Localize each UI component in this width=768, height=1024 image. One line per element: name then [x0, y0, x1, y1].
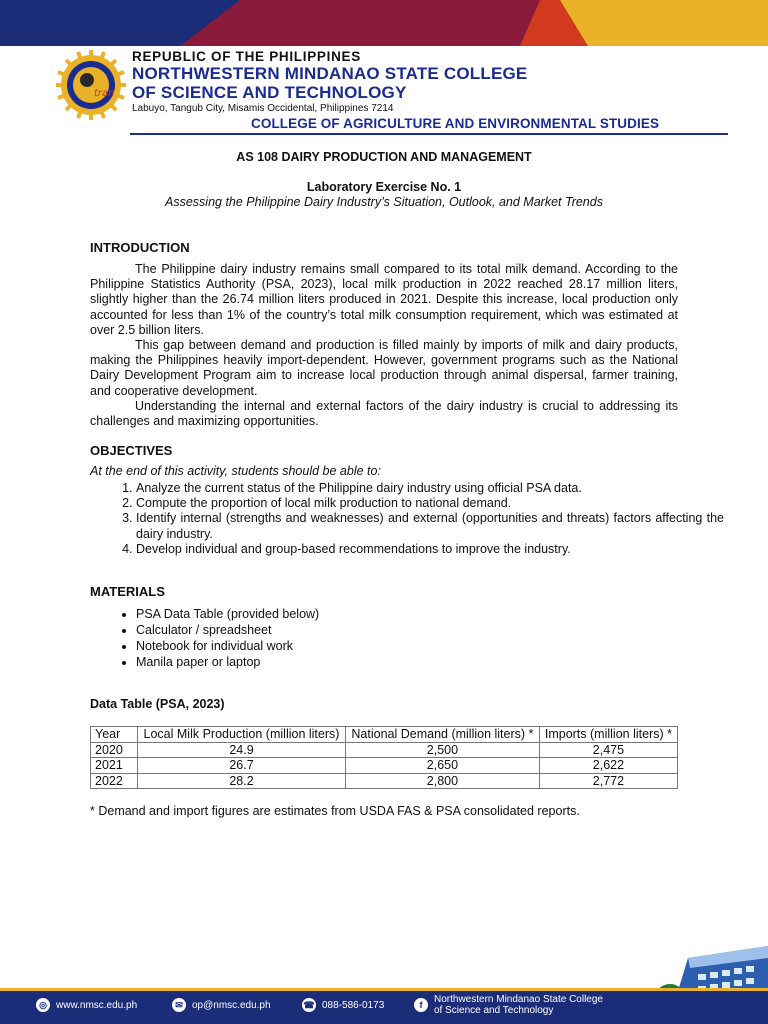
department-name: COLLEGE OF AGRICULTURE AND ENVIRONMENTAL STUDIES: [251, 116, 660, 131]
table-cell: 2,622: [539, 758, 677, 774]
facebook-icon: f: [414, 998, 428, 1012]
course-title: AS 108 DAIRY PRODUCTION AND MANAGEMENT: [236, 150, 532, 164]
lab-title: Laboratory Exercise No. 1: [306, 180, 462, 194]
objectives-intro: At the end of this activity, students should be able to:: [90, 464, 381, 478]
table-cell: 28.2: [138, 773, 346, 789]
table-cell: 2,650: [345, 758, 539, 774]
department-rule: [130, 133, 728, 135]
phone-text: 088-586-0173: [322, 999, 385, 1011]
footer-bar: [0, 988, 768, 1024]
table-cell: 2,500: [345, 742, 539, 758]
objective-item: 4. Develop individual and group-based recommendations to improve the industry.: [136, 542, 724, 557]
svg-text:tran: tran: [94, 88, 115, 99]
table-row: [91, 758, 678, 774]
table-header-cell: Year: [91, 727, 138, 743]
data-table-title: Data Table (PSA, 2023): [90, 697, 225, 711]
data-table: [90, 726, 678, 789]
college-name-line2: OF SCIENCE AND TECHNOLOGY: [132, 83, 407, 102]
mail-icon: ✉: [172, 998, 186, 1012]
introduction-body: [90, 262, 678, 429]
table-header-cell: National Demand (million liters) *: [345, 727, 539, 743]
phone-icon: ☎: [302, 998, 316, 1012]
material-item: • Calculator / spreadsheet: [136, 622, 319, 638]
table-row: [91, 773, 678, 789]
objective-item: 2. Compute the proportion of local milk production to national demand.: [136, 496, 724, 511]
footer-phone[interactable]: [302, 998, 384, 1012]
material-item: • Notebook for individual work: [136, 638, 319, 654]
table-cell: 2,475: [539, 742, 677, 758]
college-address: Labuyo, Tangub City, Misamis Occidental, Philippines 7214: [132, 103, 394, 114]
institution-header: [132, 50, 527, 115]
intro-paragraph: This gap between demand and production is filled mainly by imports of milk and dairy products, making the Philippines heavily import-dependent. However, government programs such as the National Dairy Development Program aim to increase local production through animal dispersal, farmer training, and cooperative development.: [90, 338, 678, 398]
facebook-name-line2: of Science and Technology: [434, 1005, 554, 1016]
globe-icon: ◎: [36, 998, 50, 1012]
table-cell: 26.7: [138, 758, 346, 774]
objectives-heading: OBJECTIVES: [90, 443, 173, 458]
table-cell: 2,772: [539, 773, 677, 789]
facebook-name-line1: Northwestern Mindanao State College: [434, 994, 603, 1005]
table-header-row: [91, 727, 678, 743]
table-header-cell: Imports (million liters) *: [539, 727, 677, 743]
footer-website[interactable]: [36, 998, 137, 1012]
website-text: www.nmsc.edu.ph: [56, 999, 138, 1011]
intro-paragraph: The Philippine dairy industry remains small compared to its total milk demand. According to the Philippine Statistics Authority (PSA, 2023), local milk production in 2022 reached 28.17 million liters, slightly higher than the 26.74 million liters produced in 2021. Despite this increase, local production only accounted for less than 1% of the country’s total milk consumption requirement, which was estimated at over 2.5 billion liters.: [90, 262, 678, 337]
table-header-cell: Local Milk Production (million liters): [138, 727, 346, 743]
table-cell: 24.9: [138, 742, 346, 758]
lab-subtitle: Assessing the Philippine Dairy Industry’s Situation, Outlook, and Market Trends: [165, 195, 603, 209]
footer-facebook[interactable]: [414, 994, 603, 1016]
table-footnote: * Demand and import figures are estimates from USDA FAS & PSA consolidated reports.: [90, 804, 580, 818]
objectives-list: [90, 481, 724, 557]
republic-label: REPUBLIC OF THE PHILIPPINES: [132, 49, 361, 64]
objective-item: 1. Analyze the current status of the Philippine dairy industry using official PSA data.: [136, 481, 724, 496]
table-cell: 2022: [91, 773, 138, 789]
materials-heading: MATERIALS: [90, 584, 165, 599]
table-cell: 2020: [91, 742, 138, 758]
material-item: • Manila paper or laptop: [136, 654, 319, 670]
header-band: [0, 0, 768, 46]
materials-list: [90, 606, 319, 670]
footer-email[interactable]: [172, 998, 271, 1012]
table-cell: 2,800: [345, 773, 539, 789]
college-name-line1: NORTHWESTERN MINDANAO STATE COLLEGE: [132, 64, 528, 83]
introduction-heading: INTRODUCTION: [90, 240, 190, 255]
objective-item: 3. Identify internal (strengths and weaknesses) and external (opportunities and threats) factors affecting the dairy industry.: [136, 511, 724, 541]
table-cell: 2021: [91, 758, 138, 774]
intro-paragraph: Understanding the internal and external factors of the dairy industry is crucial to addressing its challenges and maximizing opportunities.: [90, 398, 678, 429]
college-seal-logo: [54, 48, 128, 122]
material-item: • PSA Data Table (provided below): [136, 606, 319, 622]
email-text: op@nmsc.edu.ph: [192, 999, 271, 1011]
table-row: [91, 742, 678, 758]
